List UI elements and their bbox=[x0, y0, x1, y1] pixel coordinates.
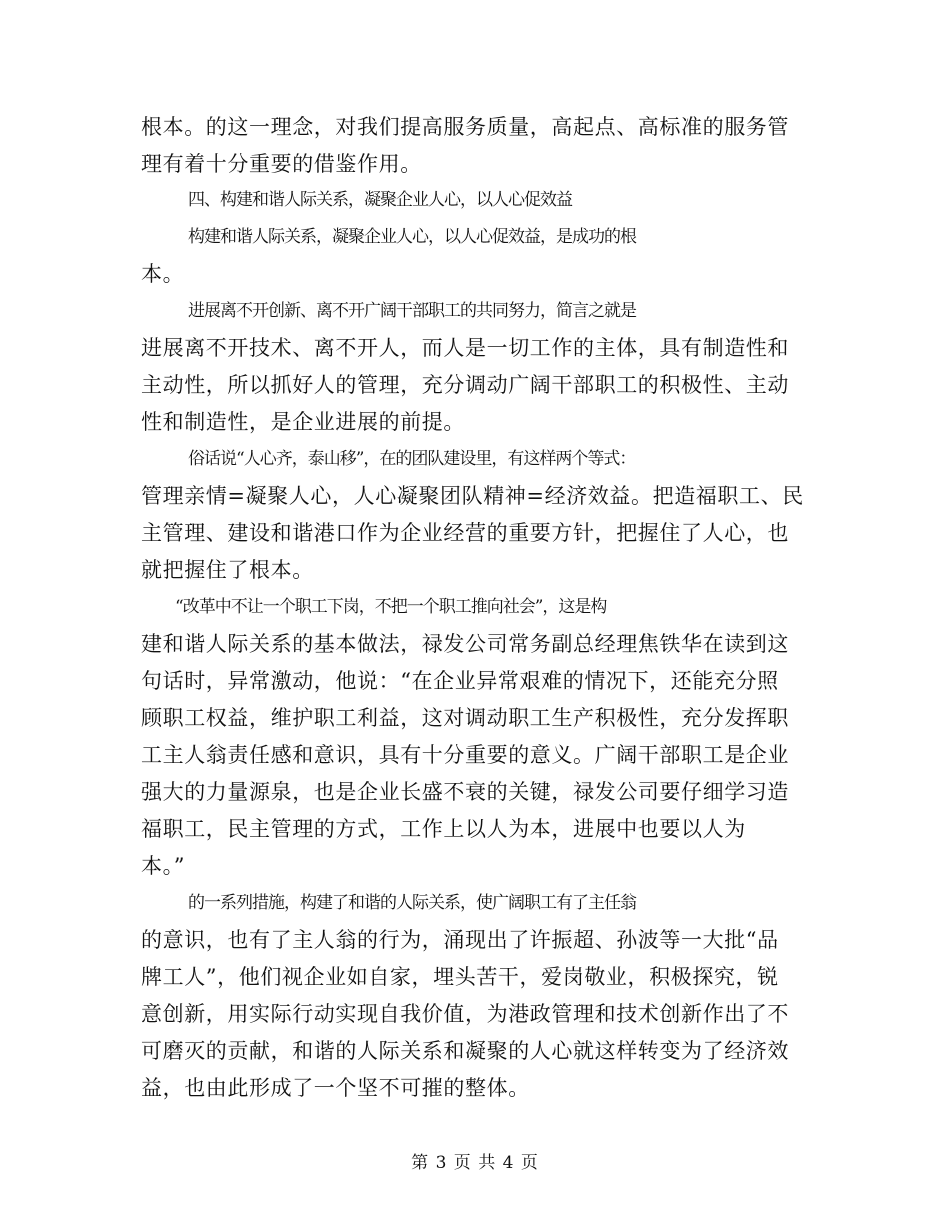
text-line: 管理亲情=凝聚人心，人心凝聚团队精神=经济效益。把造福职工、民 bbox=[141, 484, 804, 508]
section-heading: 四、构建和谐人际关系，凝聚企业人心，以人心促效益 bbox=[188, 190, 572, 210]
text-line: 本。 bbox=[141, 262, 185, 286]
text-line: 强大的力量源泉，也是企业长盛不衰的关键，禄发公司要仔细学习造 bbox=[141, 780, 789, 804]
text-line: 进展离不开创新、离不开广阔干部职工的共同努力，简言之就是 bbox=[188, 301, 636, 321]
text-line: 主动性，所以抓好人的管理，充分调动广阔干部职工的积极性、主动 bbox=[141, 373, 789, 397]
text-line: 构建和谐人际关系，凝聚企业人心，以人心促效益，是成功的根 bbox=[188, 227, 636, 247]
text-line: 理有着十分重要的借鉴作用。 bbox=[141, 152, 422, 176]
text-line: 意创新，用实际行动实现自我价值，为港政管理和技术创新作出了不 bbox=[141, 1002, 789, 1026]
text-line: 建和谐人际关系的基本做法，禄发公司常务副总经理焦铁华在读到这 bbox=[141, 632, 789, 656]
text-line: 句话时，异常激动，他说：“在企业异常艰难的情况下，还能充分照 bbox=[141, 669, 779, 693]
page-footer: 第 3 页 共 4 页 bbox=[411, 1153, 539, 1173]
text-line: 益，也由此形成了一个坚不可摧的整体。 bbox=[141, 1076, 530, 1100]
text-line: 本。” bbox=[141, 854, 186, 878]
text-line: 可磨灭的贡献，和谐的人际关系和凝聚的人心就这样转变为了经济效 bbox=[141, 1039, 789, 1063]
text-line: 主管理、建设和谐港口作为企业经营的重要方针，把握住了人心，也 bbox=[141, 521, 789, 545]
text-line: 福职工，民主管理的方式，工作上以人为本，进展中也要以人为 bbox=[141, 817, 746, 841]
text-line: 的一系列措施，构建了和谐的人际关系，使广阔职工有了主任翁 bbox=[188, 893, 636, 913]
text-line: 进展离不开技术、离不开人，而人是一切工作的主体，具有制造性和 bbox=[141, 336, 789, 360]
text-line: 俗话说“人心齐，泰山移”，在的团队建设里，有这样两个等式： bbox=[188, 449, 636, 469]
text-line: 的意识，也有了主人翁的行为，涌现出了许振超、孙波等一大批“品 bbox=[141, 928, 779, 952]
text-line: “改革中不让一个职工下岗，不把一个职工推向社会”，这是构 bbox=[175, 597, 607, 617]
text-line: 根本。的这一理念，对我们提高服务质量，高起点、高标准的服务管 bbox=[141, 115, 789, 139]
text-line: 顾职工权益，维护职工利益，这对调动职工生产积极性，充分发挥职 bbox=[141, 706, 789, 730]
text-line: 工主人翁责任感和意识，具有十分重要的意义。广阔干部职工是企业 bbox=[141, 743, 789, 767]
text-line: 牌工人”，他们视企业如自家，埋头苦干，爱岗敬业，积极探究，锐 bbox=[141, 965, 779, 989]
text-line: 就把握住了根本。 bbox=[141, 558, 314, 582]
text-line: 性和制造性，是企业进展的前提。 bbox=[141, 410, 465, 434]
